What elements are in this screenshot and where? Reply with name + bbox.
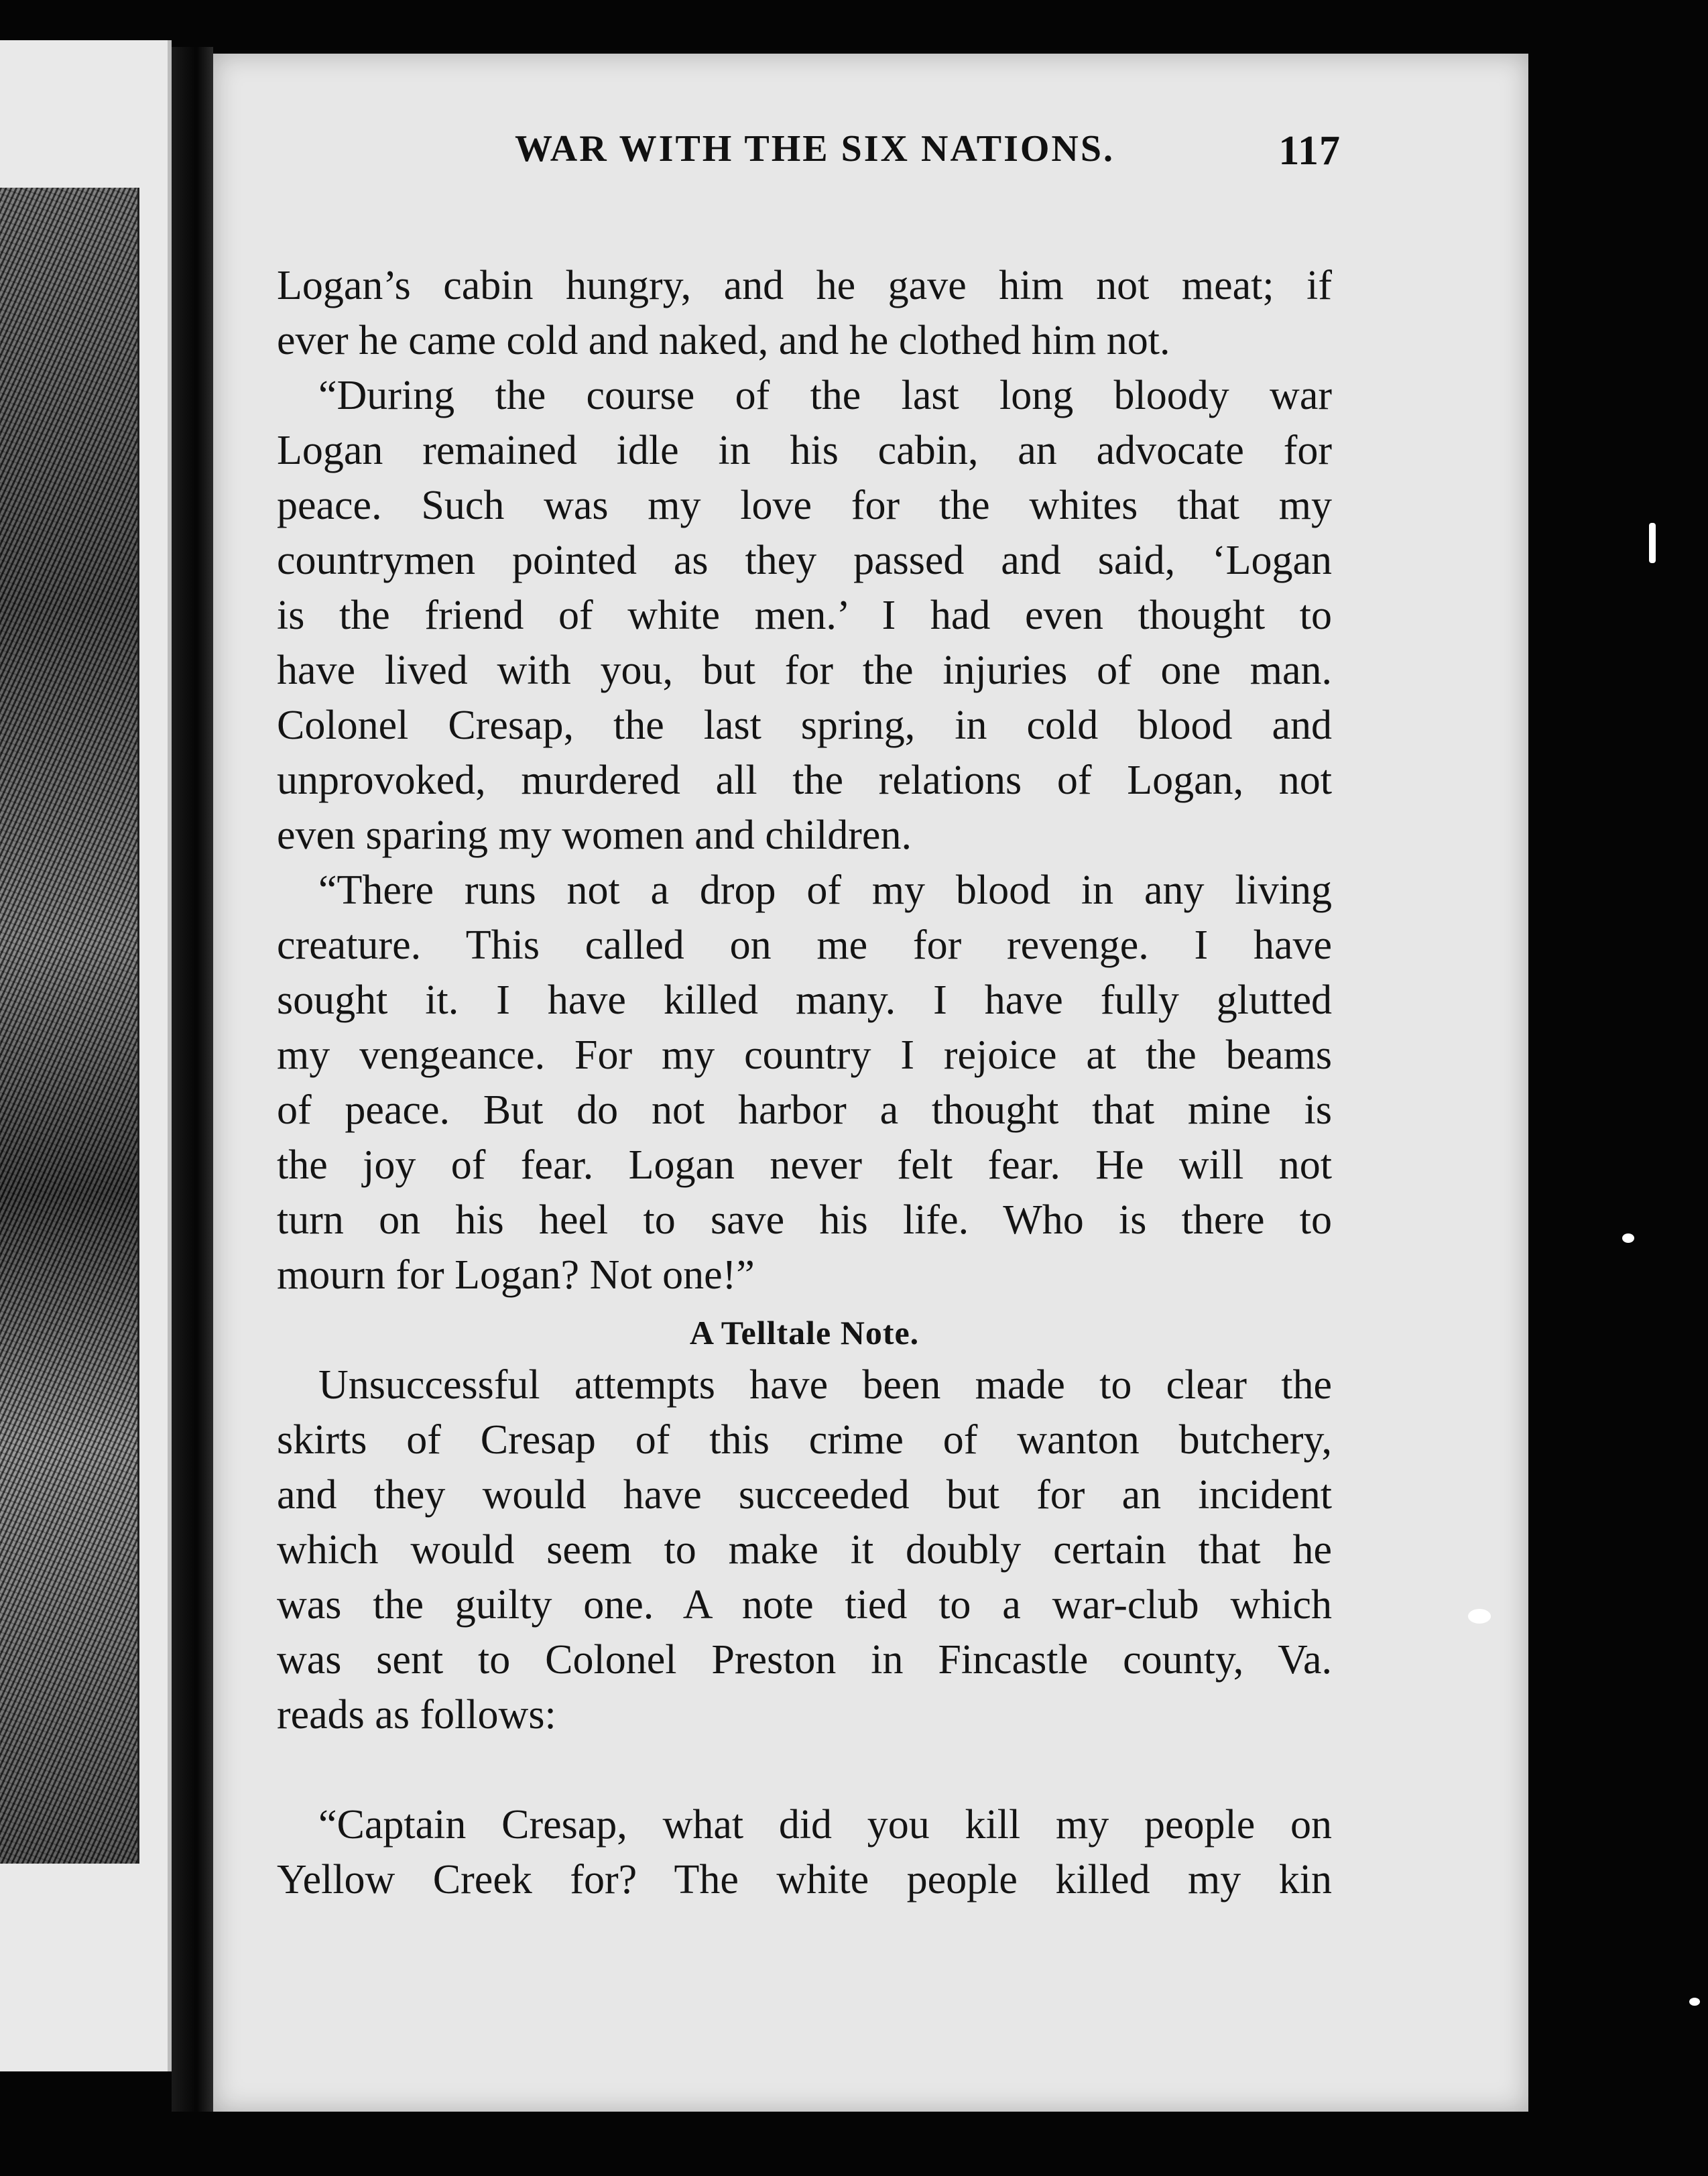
text-line: peace. Such was my love for the whites that my	[277, 483, 1332, 528]
body-text	[277, 258, 1332, 1907]
text-line: creature. This called on me for revenge. I have	[277, 922, 1332, 968]
facing-page	[0, 40, 172, 2071]
text-line: which would seem to make it doubly certain that he	[277, 1527, 1332, 1573]
running-title: WAR WITH THE SIX NATIONS.	[515, 128, 1115, 170]
text-line: even sparing my women and children.	[277, 812, 912, 858]
text-line: was sent to Colonel Preston in Fincastle county, Va.	[277, 1637, 1332, 1683]
text-line: Unsuccessful attempts have been made to clear the	[318, 1362, 1332, 1408]
text-line: skirts of Cresap of this crime of wanton butchery,	[277, 1417, 1332, 1463]
text-line: was the guilty one. A note tied to a war-club which	[277, 1582, 1332, 1628]
text-line: of peace. But do not harbor a thought that mine is	[277, 1087, 1332, 1133]
text-line: unprovoked, murdered all the relations of Logan, not	[277, 758, 1332, 803]
section-heading: A Telltale Note.	[689, 1314, 920, 1351]
text-line: “During the course of the last long bloody war	[318, 373, 1332, 418]
text-line: reads as follows:	[277, 1692, 556, 1738]
text-line: Logan remained idle in his cabin, an advocate for	[277, 428, 1332, 473]
text-line: mourn for Logan? Not one!”	[277, 1252, 755, 1298]
text-line: Yellow Creek for? The white people killed my kin	[277, 1857, 1332, 1902]
page-number: 117	[1278, 128, 1341, 174]
text-line: sought it. I have killed many. I have fully glutted	[277, 977, 1332, 1023]
blank-space	[277, 1742, 1332, 1797]
text-line: my vengeance. For my country I rejoice at the beams	[277, 1032, 1332, 1078]
engraving-illustration	[0, 188, 139, 1864]
text-line: turn on his heel to save his life. Who is there to	[277, 1197, 1332, 1243]
text-line: and they would have succeeded but for an incident	[277, 1472, 1332, 1518]
text-line: “Captain Cresap, what did you kill my people on	[318, 1802, 1332, 1848]
text-line: have lived with you, but for the injuries of one man.	[277, 648, 1332, 693]
text-line: countrymen pointed as they passed and said, ‘Logan	[277, 538, 1332, 583]
text-line: is the friend of white men.’ I had even thought to	[277, 593, 1332, 638]
text-line: Colonel Cresap, the last spring, in cold blood and	[277, 703, 1332, 748]
text-line: “There runs not a drop of my blood in any living	[318, 867, 1332, 913]
text-line: the joy of fear. Logan never felt fear. He will not	[277, 1142, 1332, 1188]
text-line: ever he came cold and naked, and he clothed him not.	[277, 318, 1170, 363]
book-gutter	[172, 47, 213, 2112]
text-line: Logan’s cabin hungry, and he gave him not meat; if	[277, 263, 1332, 308]
